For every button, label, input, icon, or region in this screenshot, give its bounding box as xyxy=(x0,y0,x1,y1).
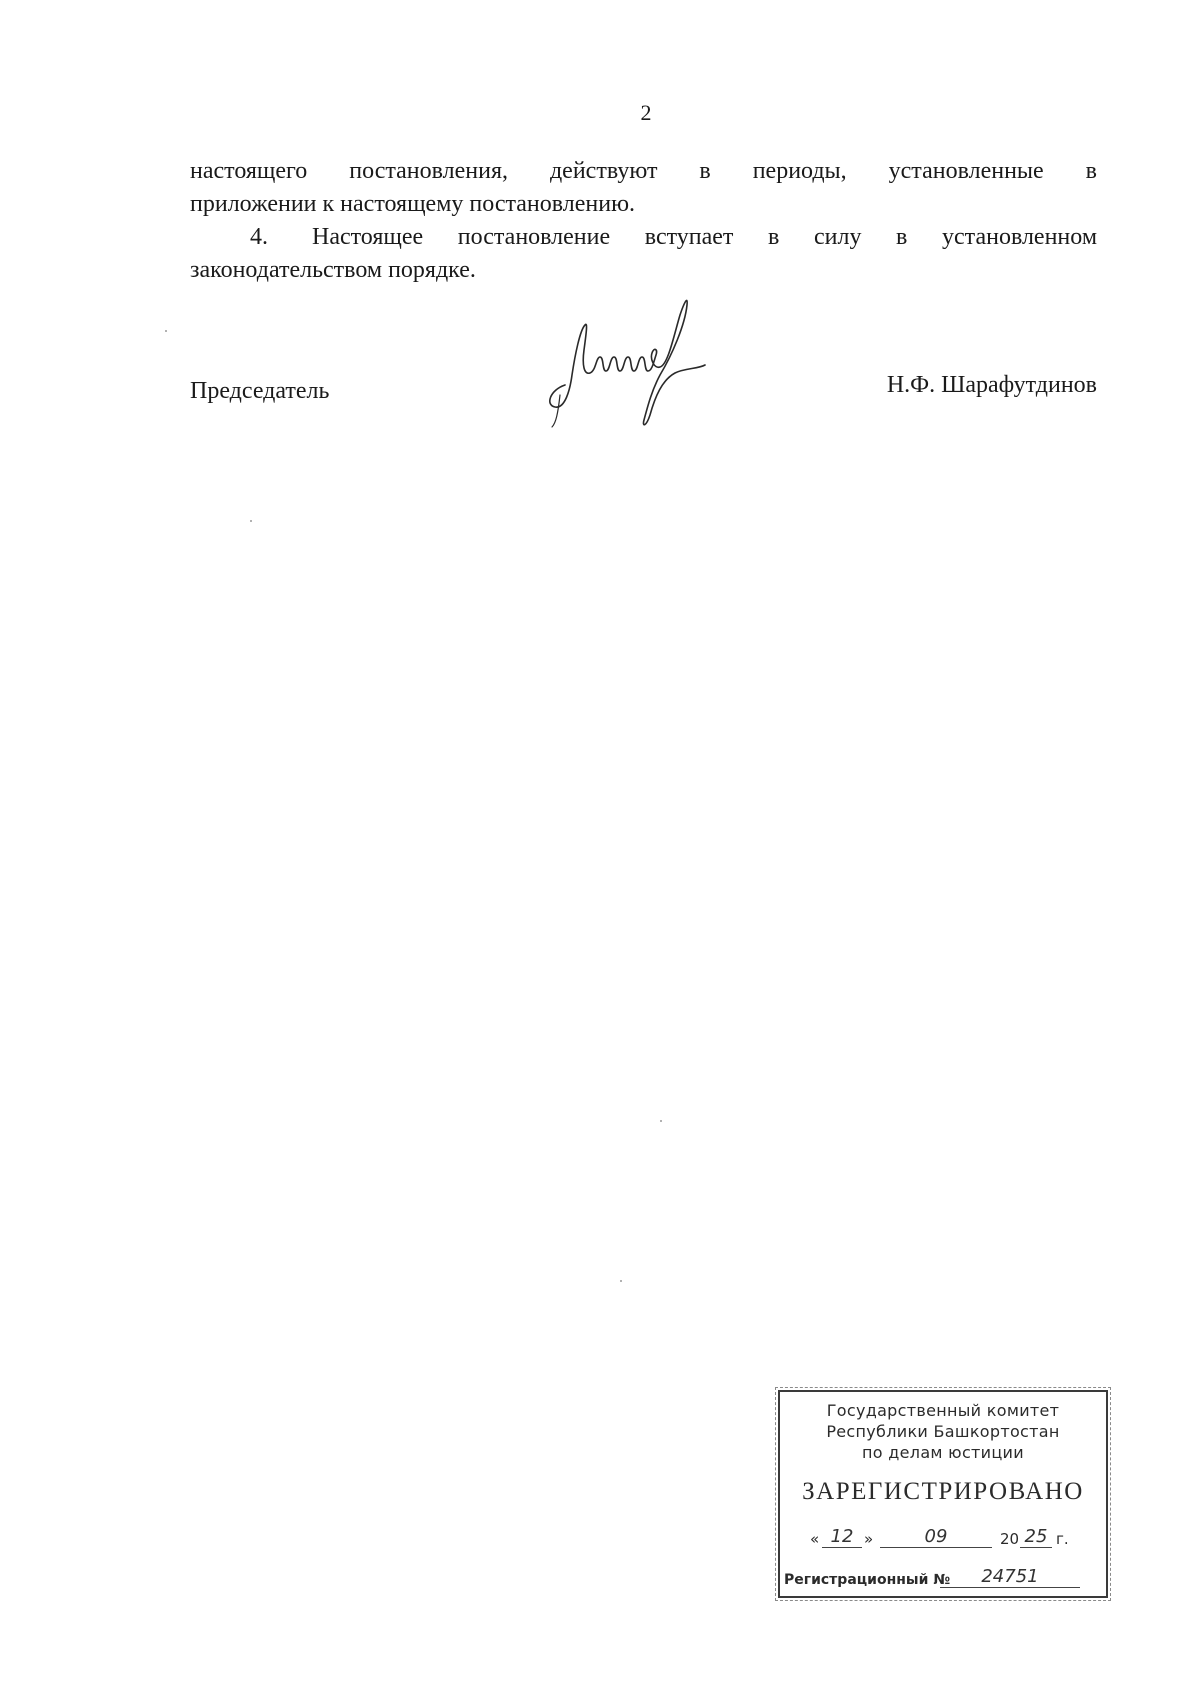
paragraph-continuation xyxy=(190,155,1097,221)
item-text: Настоящее постановление вступает в силу в установленном xyxy=(312,224,1097,250)
stamp-status: ЗАРЕГИСТРИРОВАНО xyxy=(802,1478,1084,1505)
date-day: 12 xyxy=(822,1526,862,1548)
date-open-quote: « xyxy=(810,1530,820,1548)
paragraph-line: приложении к настоящему постановлению. xyxy=(190,191,636,217)
stamp-registration xyxy=(784,1564,1096,1588)
paragraph-line: настоящего постановления, действуют в периоды, установленные в xyxy=(190,158,1097,184)
scan-speck xyxy=(165,330,167,332)
date-year-prefix: 20 xyxy=(1000,1530,1020,1548)
reg-number-label: Регистрационный № xyxy=(784,1572,951,1588)
scan-speck xyxy=(620,1280,622,1282)
reg-number-value: 24751 xyxy=(940,1566,1080,1588)
stamp-organization xyxy=(780,1400,1106,1463)
scan-speck xyxy=(250,520,252,522)
date-close-quote: » xyxy=(864,1530,874,1548)
stamp-org-line: по делам юстиции xyxy=(862,1443,1024,1462)
handwritten-signature xyxy=(540,295,710,435)
stamp-org-line: Республики Башкортостан xyxy=(826,1422,1060,1441)
stamp-org-line: Государственный комитет xyxy=(826,1401,1060,1420)
paragraph-line xyxy=(190,221,1097,254)
signatory-name: Н.Ф. Шарафутдинов xyxy=(886,372,1097,398)
page-number: 2 xyxy=(640,100,652,125)
item-number: 4. xyxy=(250,224,268,250)
paragraph-item-4 xyxy=(190,221,1097,287)
date-month: 09 xyxy=(880,1526,992,1548)
signatory-role: Председатель xyxy=(190,378,330,404)
registration-stamp xyxy=(778,1390,1108,1598)
scan-speck xyxy=(660,1120,662,1122)
date-year-suffix: 25 xyxy=(1020,1526,1052,1548)
stamp-date xyxy=(810,1526,1090,1548)
date-year-unit: г. xyxy=(1056,1530,1069,1548)
paragraph-line: законодательством порядке. xyxy=(190,257,476,283)
document-body xyxy=(190,155,1097,287)
